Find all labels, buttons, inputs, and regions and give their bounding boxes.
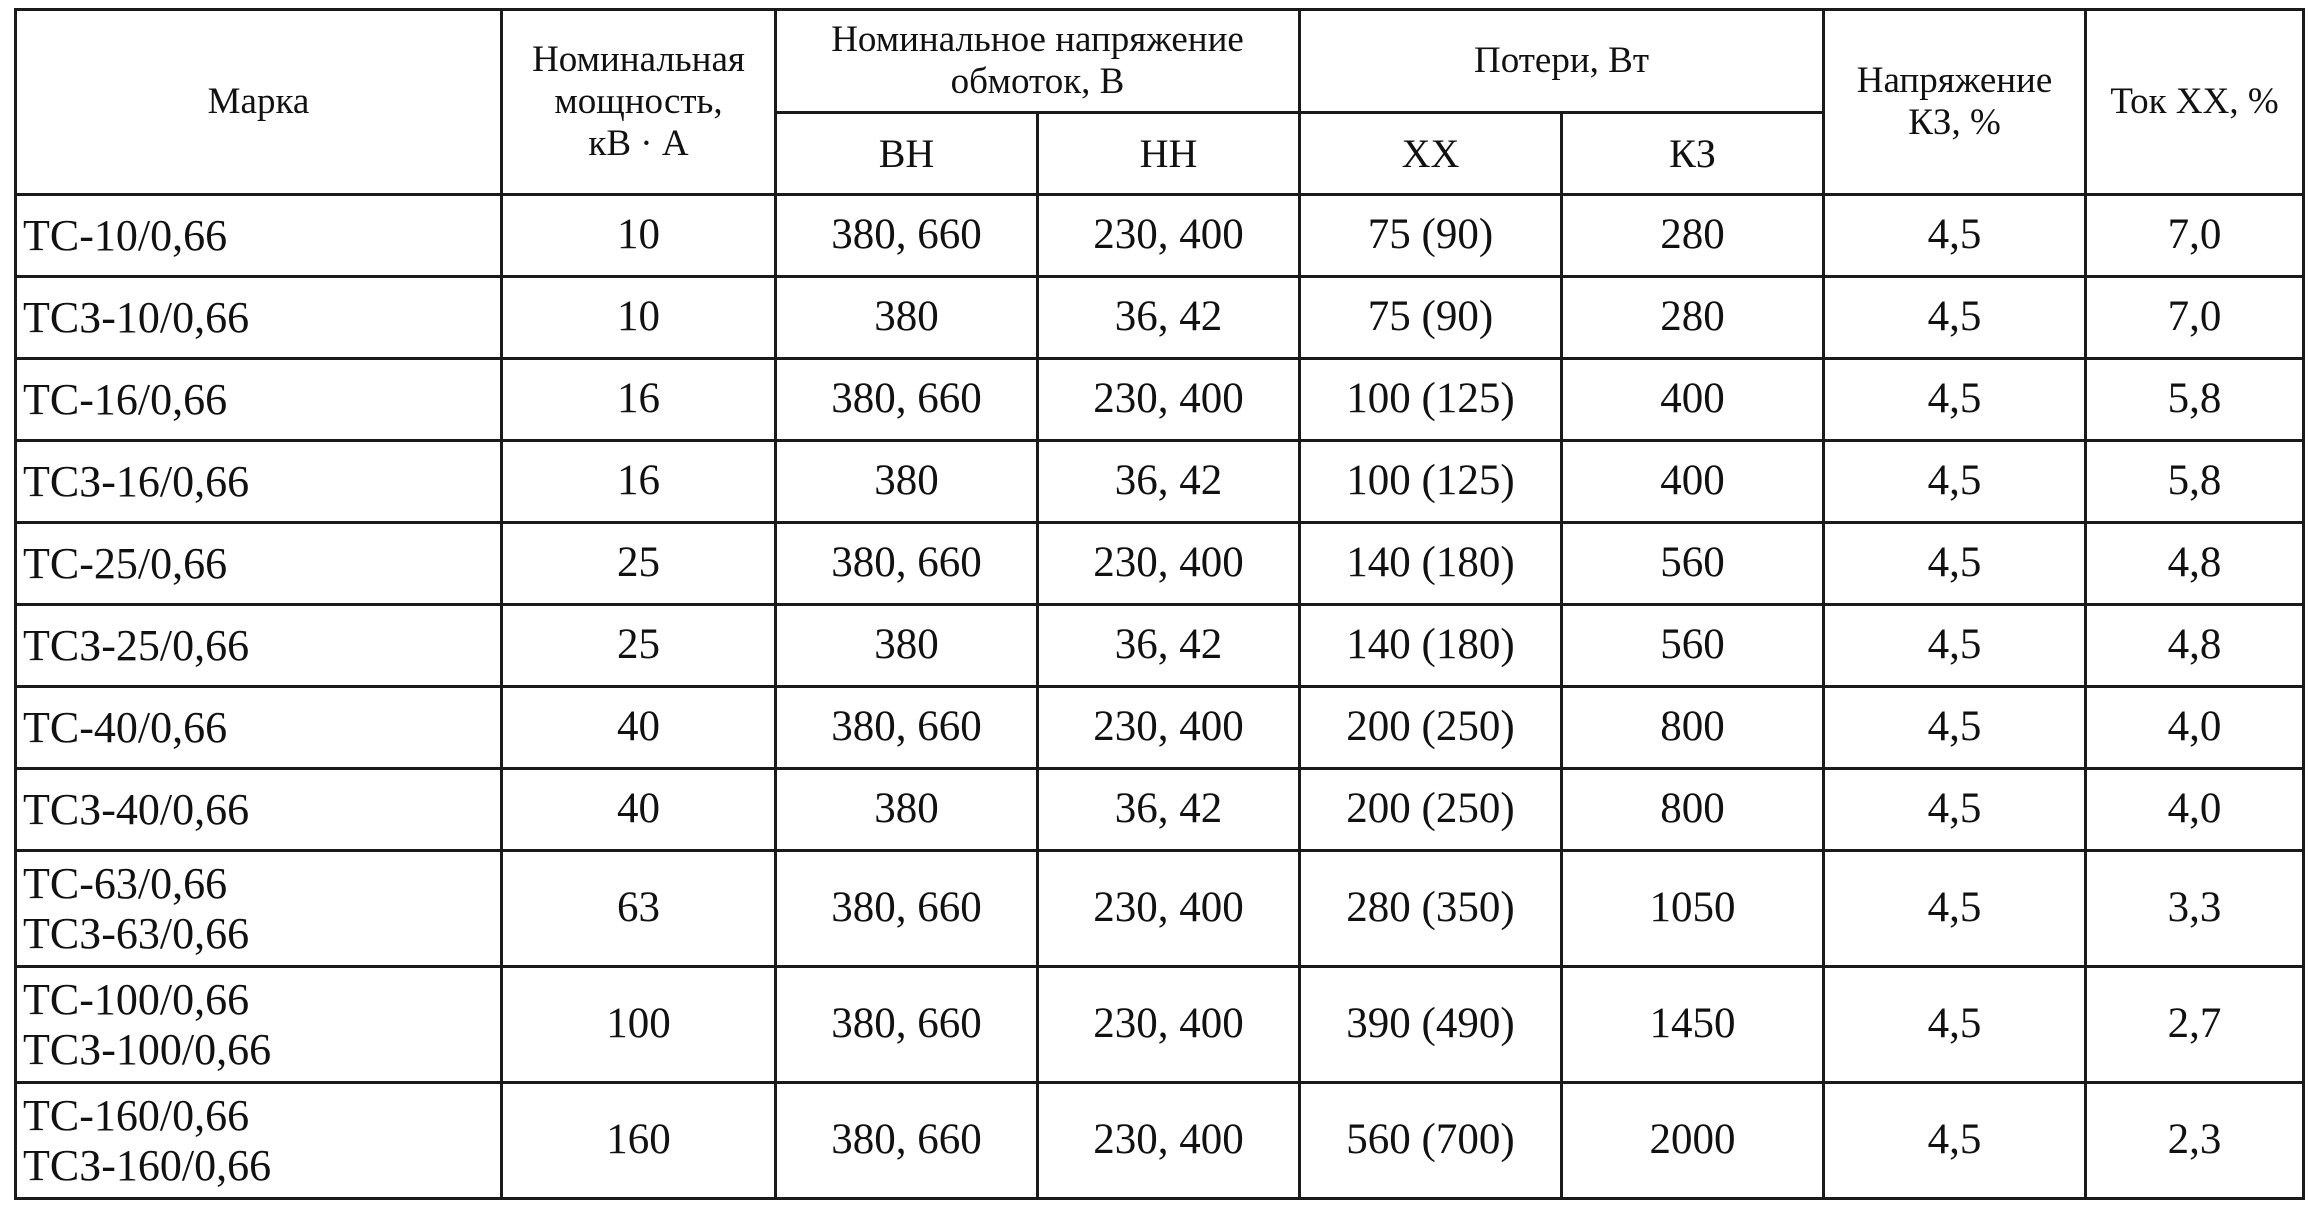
header-rated-power <box>502 10 776 195</box>
cell-nl-current: 3,3 <box>2086 851 2304 967</box>
cell-mark <box>16 851 502 967</box>
header-losses: Потери, Вт <box>1300 10 1824 113</box>
cell-mark-line: ТС-40/0,66 <box>23 702 228 752</box>
cell-mark-line: ТСЗ-100/0,66 <box>23 1024 272 1074</box>
cell-mark-line: ТСЗ-160/0,66 <box>23 1140 272 1190</box>
header-rated-voltage <box>776 10 1300 113</box>
cell-mark <box>16 195 502 277</box>
table-row <box>16 967 2304 1083</box>
header-mark: Марка <box>16 10 502 195</box>
header-row-top <box>16 10 2304 113</box>
cell-sc-voltage: 4,5 <box>1824 769 2086 851</box>
cell-mark-line: ТСЗ-16/0,66 <box>23 456 250 506</box>
cell-nl-current: 4,0 <box>2086 687 2304 769</box>
cell-voltage-lv: 36, 42 <box>1038 605 1300 687</box>
cell-voltage-lv: 230, 400 <box>1038 967 1300 1083</box>
cell-losses-sc: 560 <box>1562 523 1824 605</box>
cell-sc-voltage: 4,5 <box>1824 1083 2086 1199</box>
cell-voltage-lv: 36, 42 <box>1038 441 1300 523</box>
table-row <box>16 605 2304 687</box>
cell-voltage-hv: 380 <box>776 277 1038 359</box>
cell-voltage-lv: 230, 400 <box>1038 851 1300 967</box>
header-rated-voltage-line-1: Номинальное напряжение <box>831 19 1244 61</box>
cell-mark-line: ТСЗ-63/0,66 <box>23 908 250 958</box>
cell-nl-current: 4,8 <box>2086 605 2304 687</box>
cell-sc-voltage: 4,5 <box>1824 441 2086 523</box>
cell-voltage-hv: 380, 660 <box>776 687 1038 769</box>
cell-losses-nl: 560 (700) <box>1300 1083 1562 1199</box>
header-sc-voltage <box>1824 10 2086 195</box>
cell-rated-power: 10 <box>502 277 776 359</box>
table-row <box>16 359 2304 441</box>
table-row <box>16 195 2304 277</box>
cell-losses-sc: 560 <box>1562 605 1824 687</box>
cell-mark <box>16 277 502 359</box>
cell-losses-sc: 280 <box>1562 195 1824 277</box>
cell-losses-nl: 140 (180) <box>1300 523 1562 605</box>
cell-rated-power: 160 <box>502 1083 776 1199</box>
cell-rated-power: 16 <box>502 359 776 441</box>
cell-mark-line: ТС-16/0,66 <box>23 374 228 424</box>
cell-losses-nl: 200 (250) <box>1300 769 1562 851</box>
cell-nl-current: 4,0 <box>2086 769 2304 851</box>
cell-voltage-hv: 380, 660 <box>776 967 1038 1083</box>
cell-rated-power: 40 <box>502 687 776 769</box>
cell-losses-nl: 100 (125) <box>1300 359 1562 441</box>
cell-mark <box>16 441 502 523</box>
cell-nl-current: 5,8 <box>2086 441 2304 523</box>
cell-rated-power: 100 <box>502 967 776 1083</box>
cell-voltage-lv: 36, 42 <box>1038 277 1300 359</box>
cell-mark-line: ТСЗ-10/0,66 <box>23 292 250 342</box>
cell-rated-power: 10 <box>502 195 776 277</box>
cell-mark-line: ТС-160/0,66 <box>23 1090 250 1140</box>
cell-rated-power: 63 <box>502 851 776 967</box>
cell-nl-current: 7,0 <box>2086 195 2304 277</box>
cell-voltage-lv: 230, 400 <box>1038 1083 1300 1199</box>
cell-nl-current: 2,3 <box>2086 1083 2304 1199</box>
cell-losses-sc: 400 <box>1562 441 1824 523</box>
cell-rated-power: 25 <box>502 605 776 687</box>
cell-mark-line: ТС-100/0,66 <box>23 974 250 1024</box>
cell-losses-sc: 1450 <box>1562 967 1824 1083</box>
cell-losses-nl: 75 (90) <box>1300 195 1562 277</box>
cell-voltage-hv: 380 <box>776 605 1038 687</box>
header-sc-voltage-line-1: Напряжение <box>1856 60 2053 102</box>
cell-mark <box>16 605 502 687</box>
cell-sc-voltage: 4,5 <box>1824 195 2086 277</box>
table-row <box>16 851 2304 967</box>
header-losses-nl: ХХ <box>1300 113 1562 195</box>
table-row <box>16 687 2304 769</box>
table-row <box>16 277 2304 359</box>
cell-losses-sc: 800 <box>1562 687 1824 769</box>
cell-sc-voltage: 4,5 <box>1824 359 2086 441</box>
cell-mark-line: ТС-25/0,66 <box>23 538 228 588</box>
cell-voltage-hv: 380 <box>776 769 1038 851</box>
cell-nl-current: 5,8 <box>2086 359 2304 441</box>
cell-mark-line: ТСЗ-25/0,66 <box>23 620 250 670</box>
table-row <box>16 769 2304 851</box>
cell-nl-current: 7,0 <box>2086 277 2304 359</box>
cell-sc-voltage: 4,5 <box>1824 687 2086 769</box>
cell-voltage-lv: 230, 400 <box>1038 687 1300 769</box>
cell-mark-line: ТСЗ-40/0,66 <box>23 784 250 834</box>
header-voltage-hv: ВН <box>776 113 1038 195</box>
cell-voltage-lv: 230, 400 <box>1038 359 1300 441</box>
cell-losses-nl: 280 (350) <box>1300 851 1562 967</box>
cell-rated-power: 25 <box>502 523 776 605</box>
table-row <box>16 523 2304 605</box>
cell-mark-line: ТС-10/0,66 <box>23 210 228 260</box>
table-row <box>16 441 2304 523</box>
cell-losses-nl: 100 (125) <box>1300 441 1562 523</box>
cell-losses-sc: 280 <box>1562 277 1824 359</box>
cell-nl-current: 2,7 <box>2086 967 2304 1083</box>
cell-voltage-hv: 380, 660 <box>776 359 1038 441</box>
cell-mark <box>16 687 502 769</box>
header-rated-power-line-2: мощность, <box>554 81 723 123</box>
header-rated-power-line-1: Номинальная <box>532 39 745 81</box>
cell-mark-line: ТС-63/0,66 <box>23 858 228 908</box>
cell-losses-sc: 400 <box>1562 359 1824 441</box>
cell-voltage-lv: 230, 400 <box>1038 195 1300 277</box>
cell-sc-voltage: 4,5 <box>1824 851 2086 967</box>
cell-losses-nl: 390 (490) <box>1300 967 1562 1083</box>
cell-rated-power: 16 <box>502 441 776 523</box>
cell-voltage-hv: 380, 660 <box>776 1083 1038 1199</box>
cell-sc-voltage: 4,5 <box>1824 277 2086 359</box>
cell-mark <box>16 523 502 605</box>
cell-mark <box>16 1083 502 1199</box>
header-losses-sc: КЗ <box>1562 113 1824 195</box>
cell-sc-voltage: 4,5 <box>1824 967 2086 1083</box>
header-rated-voltage-line-2: обмоток, В <box>950 61 1125 102</box>
cell-voltage-hv: 380, 660 <box>776 195 1038 277</box>
header-rated-power-line-3: кВ · А <box>588 122 689 164</box>
cell-mark <box>16 359 502 441</box>
table-body <box>16 195 2304 1199</box>
header-sc-voltage-line-2: КЗ, % <box>1908 102 2001 143</box>
cell-rated-power: 40 <box>502 769 776 851</box>
cell-losses-sc: 2000 <box>1562 1083 1824 1199</box>
table-row <box>16 1083 2304 1199</box>
cell-losses-nl: 200 (250) <box>1300 687 1562 769</box>
cell-losses-sc: 800 <box>1562 769 1824 851</box>
cell-voltage-hv: 380 <box>776 441 1038 523</box>
cell-mark <box>16 769 502 851</box>
cell-voltage-hv: 380, 660 <box>776 851 1038 967</box>
cell-voltage-hv: 380, 660 <box>776 523 1038 605</box>
cell-voltage-lv: 36, 42 <box>1038 769 1300 851</box>
cell-nl-current: 4,8 <box>2086 523 2304 605</box>
header-voltage-lv: НН <box>1038 113 1300 195</box>
cell-losses-nl: 140 (180) <box>1300 605 1562 687</box>
cell-losses-nl: 75 (90) <box>1300 277 1562 359</box>
cell-sc-voltage: 4,5 <box>1824 523 2086 605</box>
cell-sc-voltage: 4,5 <box>1824 605 2086 687</box>
transformer-spec-table <box>14 8 2305 1200</box>
cell-voltage-lv: 230, 400 <box>1038 523 1300 605</box>
header-nl-current: Ток ХХ, % <box>2086 10 2304 195</box>
cell-losses-sc: 1050 <box>1562 851 1824 967</box>
cell-mark <box>16 967 502 1083</box>
